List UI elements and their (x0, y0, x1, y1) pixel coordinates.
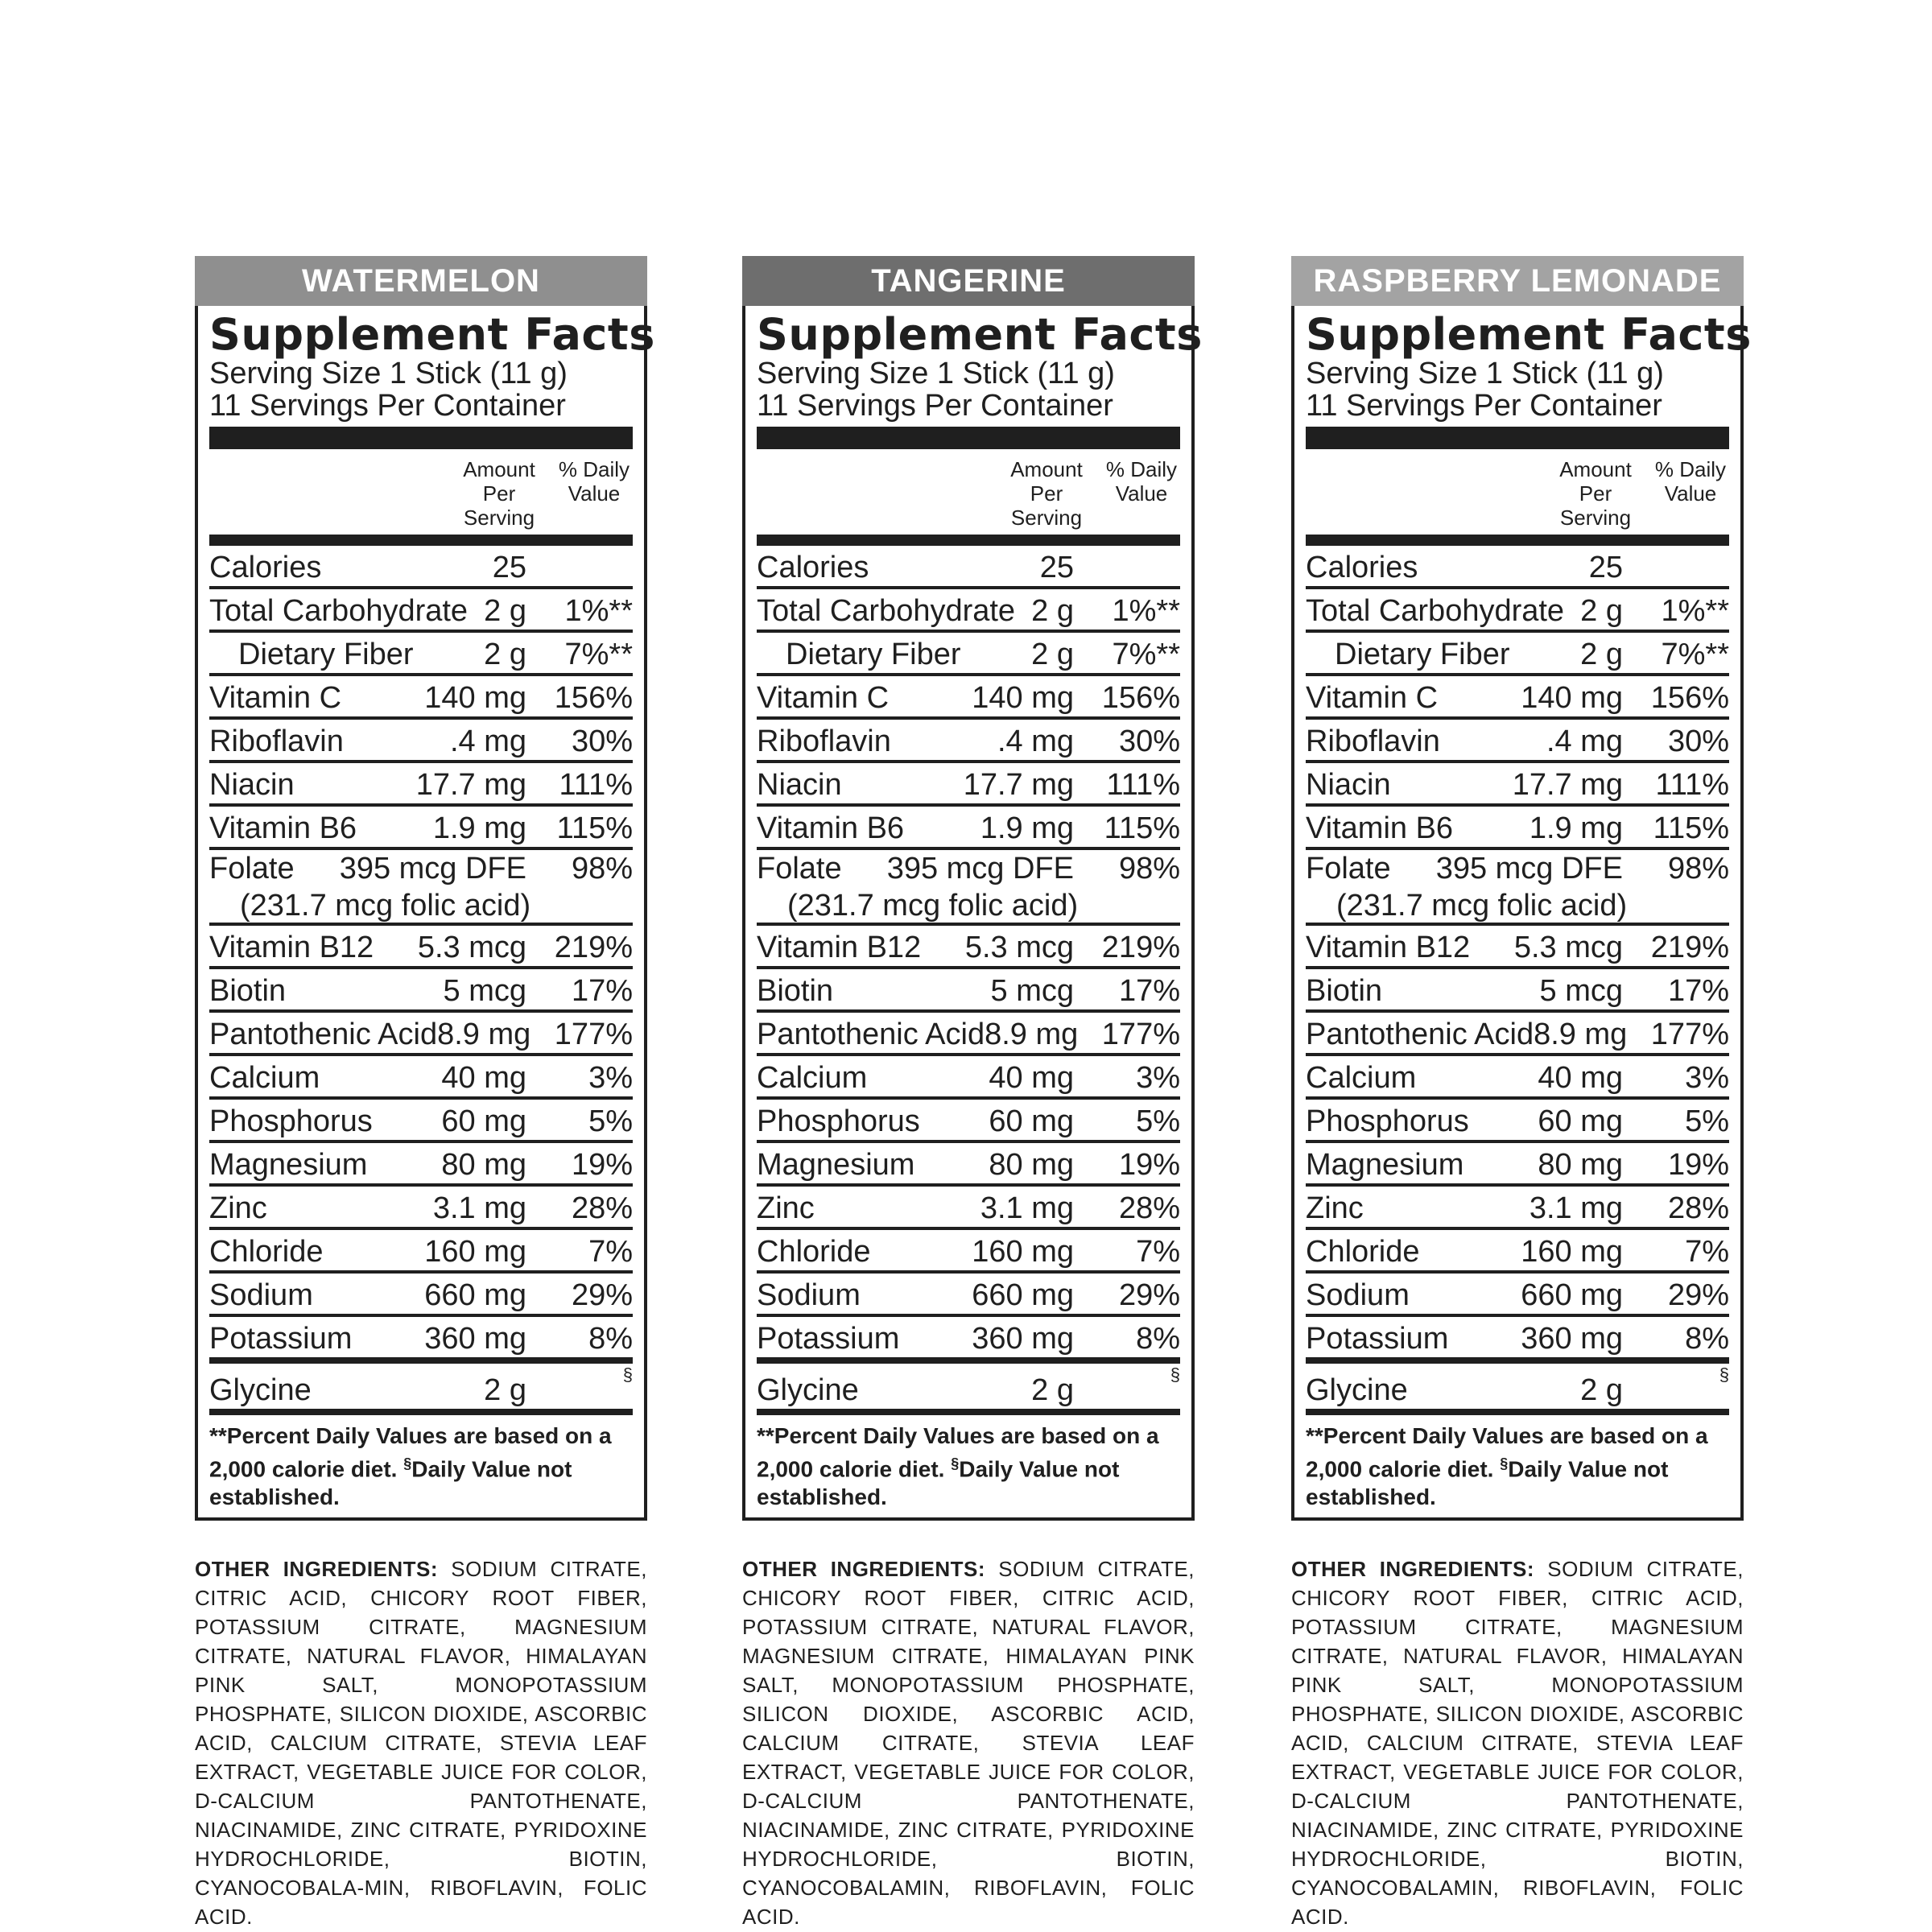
flavor-panel-watermelon (195, 256, 655, 1931)
nutrient-daily-value: 156% (1650, 681, 1729, 715)
nutrient-amount: 80 mg (1538, 1148, 1623, 1182)
footnote-symbol: § (403, 1455, 412, 1472)
nutrient-row (209, 1013, 633, 1056)
nutrient-name: Sodium (1306, 1278, 1410, 1312)
nutrient-amount: 3.1 mg (432, 1191, 526, 1225)
nutrient-row (757, 1364, 1180, 1409)
nutrient-daily-value: 28% (1118, 1191, 1180, 1225)
nutrient-daily-value: 7% (1136, 1235, 1180, 1269)
nutrient-name: Phosphorus (1306, 1104, 1469, 1138)
label-title: Supplement Facts (209, 309, 655, 360)
nutrient-daily-value: 30% (1118, 724, 1180, 758)
nutrient-amount: 360 mg (1521, 1322, 1623, 1356)
serving-size: Serving Size 1 Stick (11 g) (209, 357, 568, 390)
nutrient-amount: 25 (1039, 551, 1074, 584)
medium-divider (1306, 535, 1729, 546)
nutrient-amount: 140 mg (1521, 681, 1623, 715)
nutrient-row (757, 676, 1180, 720)
nutrient-name: Pantothenic Acid (757, 1018, 985, 1051)
nutrient-name: Phosphorus (209, 1104, 373, 1138)
nutrient-daily-value: 8% (1136, 1322, 1180, 1356)
nutrient-amount: 5 mcg (1539, 974, 1623, 1008)
nutrient-row (757, 1013, 1180, 1056)
nutrient-name: Total Carbohydrate (757, 594, 1016, 628)
nutrient-amount: 5.3 mcg (1513, 931, 1623, 964)
flavor-banner: RASPBERRY LEMONADE (1291, 256, 1744, 306)
nutrient-row (209, 807, 633, 850)
nutrient-row (757, 763, 1180, 807)
servings-per-container: 11 Servings Per Container (209, 389, 566, 423)
nutrient-name: Pantothenic Acid (209, 1018, 438, 1051)
nutrient-row (1306, 1364, 1729, 1409)
nutrient-daily-value: 7%** (564, 638, 633, 671)
nutrient-name: Dietary Fiber (1335, 638, 1510, 671)
nutrient-daily-value: 111% (559, 768, 633, 802)
flavor-banner: WATERMELON (195, 256, 647, 306)
nutrient-row (1306, 763, 1729, 807)
nutrient-name: Riboflavin (209, 724, 344, 758)
nutrient-row (209, 1056, 633, 1100)
nutrient-row (209, 850, 633, 926)
nutrient-amount: 3.1 mg (980, 1191, 1074, 1225)
nutrient-row (757, 1143, 1180, 1187)
nutrient-row (1306, 546, 1729, 589)
servings-per-container: 11 Servings Per Container (1306, 389, 1662, 423)
nutrient-name: Vitamin B12 (1306, 931, 1471, 964)
nutrient-name: Chloride (1306, 1235, 1420, 1269)
nutrient-amount: 2 g (1580, 594, 1623, 628)
nutrient-name: Calories (209, 551, 322, 584)
nutrient-daily-value: 29% (1118, 1278, 1180, 1312)
nutrient-daily-value: 5% (1685, 1104, 1729, 1138)
column-header (757, 449, 1180, 535)
nutrient-amount: 360 mg (424, 1322, 526, 1356)
other-ingredients (742, 1554, 1195, 1931)
medium-divider (757, 535, 1180, 546)
nutrient-name: Calcium (209, 1061, 320, 1095)
nutrient-rows (757, 546, 1180, 1409)
nutrient-name: Folate (209, 852, 295, 886)
nutrient-amount: 395 mcg DFE (1435, 852, 1623, 886)
nutrient-daily-value: 3% (588, 1061, 633, 1095)
nutrient-daily-value: 177% (554, 1018, 633, 1051)
nutrient-name: Folate (757, 852, 842, 886)
nutrient-amount: 395 mcg DFE (886, 852, 1074, 886)
other-ingredients-label: OTHER INGREDIENTS: (1291, 1557, 1535, 1582)
supplement-facts-label (1291, 306, 1752, 1521)
footnote-not-established: Daily Value not established. (757, 1456, 1120, 1510)
nutrient-name: Vitamin B6 (1306, 811, 1454, 845)
amount-per-serving-header: Amount Per Serving (463, 457, 535, 530)
nutrient-rows (1306, 546, 1729, 1409)
nutrient-row (1306, 1056, 1729, 1100)
thick-divider (757, 1357, 1180, 1364)
nutrient-name: Vitamin B12 (757, 931, 922, 964)
footnote-not-established: Daily Value not established. (1306, 1456, 1669, 1510)
nutrient-name: Biotin (757, 974, 834, 1008)
nutrient-row (757, 850, 1180, 926)
nutrient-daily-value: § (1719, 1364, 1729, 1385)
nutrient-name: Magnesium (757, 1148, 915, 1182)
daily-value-header: % Daily Value (558, 457, 630, 506)
nutrient-name: Dietary Fiber (786, 638, 961, 671)
footnote-symbol: § (951, 1455, 960, 1472)
nutrient-amount: 60 mg (1538, 1104, 1623, 1138)
footnote-percent-dv: **Percent Daily Values are based on a 2,000 calorie diet. (209, 1423, 612, 1482)
nutrient-name: Riboflavin (1306, 724, 1440, 758)
nutrient-row (209, 589, 633, 633)
nutrient-name: Pantothenic Acid (1306, 1018, 1534, 1051)
nutrient-amount: 1.9 mg (432, 811, 526, 845)
flavor-panel-tangerine (742, 256, 1203, 1931)
nutrient-daily-value: 7% (1685, 1235, 1729, 1269)
footnote-percent-dv: **Percent Daily Values are based on a 2,000 calorie diet. (757, 1423, 1159, 1482)
nutrient-row (1306, 1274, 1729, 1317)
nutrient-daily-value: § (622, 1364, 633, 1385)
folate-cell (209, 850, 544, 924)
nutrient-row (1306, 1100, 1729, 1143)
nutrient-daily-value: 177% (1101, 1018, 1180, 1051)
nutrient-amount: 25 (492, 551, 526, 584)
nutrient-name: Glycine (209, 1373, 312, 1407)
nutrient-amount: 5.3 mcg (417, 931, 526, 964)
footnote-not-established: Daily Value not established. (209, 1456, 572, 1510)
nutrient-row (757, 633, 1180, 676)
nutrient-amount: 140 mg (424, 681, 526, 715)
nutrient-daily-value: 219% (554, 931, 633, 964)
nutrient-daily-value: 28% (571, 1191, 633, 1225)
nutrient-daily-value: 156% (554, 681, 633, 715)
other-ingredients (1291, 1554, 1744, 1931)
nutrient-row (757, 807, 1180, 850)
nutrient-name: Chloride (757, 1235, 871, 1269)
supplement-facts-label (742, 306, 1203, 1521)
folic-acid-amount: (231.7 mcg folic acid) (1336, 889, 1628, 923)
nutrient-row (209, 926, 633, 969)
nutrient-daily-value: 30% (571, 724, 633, 758)
nutrient-amount: 5 mcg (443, 974, 526, 1008)
flavor-panel-raspberry-lemonade (1291, 256, 1752, 1931)
nutrient-row (1306, 589, 1729, 633)
nutrient-name: Calories (757, 551, 869, 584)
amount-per-serving-header: Amount Per Serving (1559, 457, 1632, 530)
nutrient-name: Niacin (757, 768, 842, 802)
nutrient-row (1306, 926, 1729, 969)
nutrient-row (757, 1187, 1180, 1230)
nutrient-name: Potassium (1306, 1322, 1449, 1356)
nutrient-row (1306, 676, 1729, 720)
serving-size: Serving Size 1 Stick (11 g) (757, 357, 1115, 390)
nutrient-name: Sodium (757, 1278, 861, 1312)
daily-value-header: % Daily Value (1654, 457, 1727, 506)
nutrient-row (1306, 1143, 1729, 1187)
nutrient-daily-value: 1%** (1661, 594, 1729, 628)
nutrient-row (209, 1187, 633, 1230)
other-ingredients-text: SODIUM CITRATE, CITRIC ACID, CHICORY ROOT FIBER, POTASSIUM CITRATE, MAGNESIUM CITRATE, NATURAL FLAVOR, HIMALAYAN PINK SALT, MONOPOTASSIUM PHOSPHATE, SILICON DIOXIDE, ASCORBIC ACID, CALCIUM CITRATE, STEVIA LEAF EXTRACT, VEGETABLE JUICE FOR COLOR, D-CALCIUM PANTOTHENATE, NIACINAMIDE, ZINC CITRATE, PYRIDOXINE HYDROCHLORIDE, BIOTIN, CYANOCOBALA-MIN, RIBOFLAVIN, FOLIC ACID. (195, 1557, 647, 1930)
nutrient-row (209, 633, 633, 676)
nutrient-amount: 660 mg (1521, 1278, 1623, 1312)
nutrient-amount: 60 mg (441, 1104, 526, 1138)
nutrient-amount: 395 mcg DFE (339, 852, 526, 886)
nutrient-name: Sodium (209, 1278, 313, 1312)
nutrient-row (209, 1317, 633, 1357)
supplement-facts-label (195, 306, 655, 1521)
nutrient-daily-value: 17% (1118, 974, 1180, 1008)
nutrient-amount: 2 g (1031, 594, 1074, 628)
nutrient-row (757, 1100, 1180, 1143)
nutrient-name: Calcium (1306, 1061, 1417, 1095)
nutrient-name: Zinc (757, 1191, 815, 1225)
nutrient-name: Vitamin C (1306, 681, 1439, 715)
nutrient-amount: 160 mg (972, 1235, 1074, 1269)
nutrient-amount: 160 mg (424, 1235, 526, 1269)
nutrient-row (209, 1274, 633, 1317)
footnote (1306, 1409, 1729, 1511)
nutrient-amount: 1.9 mg (980, 811, 1074, 845)
nutrient-row (1306, 807, 1729, 850)
nutrient-row (209, 1230, 633, 1274)
nutrient-daily-value: 29% (571, 1278, 633, 1312)
nutrient-daily-value: 29% (1667, 1278, 1729, 1312)
nutrient-name: Niacin (209, 768, 295, 802)
nutrient-daily-value: 1%** (564, 594, 633, 628)
medium-divider (209, 535, 633, 546)
other-ingredients-text: SODIUM CITRATE, CHICORY ROOT FIBER, CITRIC ACID, POTASSIUM CITRATE, MAGNESIUM CITRATE, NATURAL FLAVOR, HIMALAYAN PINK SALT, MONOPOTASSIUM PHOSPHATE, SILICON DIOXIDE, ASCORBIC ACID, CALCIUM CITRATE, STEVIA LEAF EXTRACT, VEGETABLE JUICE FOR COLOR, D-CALCIUM PANTOTHENATE, NIACINAMIDE, ZINC CITRATE, PYRIDOXINE HYDROCHLORIDE, BIOTIN, CYANOCOBALAMIN, RIBOFLAVIN, FOLIC ACID. (1291, 1557, 1744, 1930)
nutrient-name: Magnesium (1306, 1148, 1464, 1182)
footnote-symbol: § (1500, 1455, 1509, 1472)
nutrient-row (1306, 1187, 1729, 1230)
nutrient-amount: 80 mg (989, 1148, 1074, 1182)
thick-divider (209, 427, 633, 449)
nutrient-daily-value: 3% (1685, 1061, 1729, 1095)
nutrient-amount: .4 mg (1546, 724, 1623, 758)
nutrient-name: Biotin (1306, 974, 1383, 1008)
nutrient-row (1306, 1230, 1729, 1274)
other-ingredients-text: SODIUM CITRATE, CHICORY ROOT FIBER, CITRIC ACID, POTASSIUM CITRATE, NATURAL FLAVOR, MAGNESIUM CITRATE, HIMALAYAN PINK SALT, MONOPOTASSIUM PHOSPHATE, SILICON DIOXIDE, ASCORBIC ACID, CALCIUM CITRATE, STEVIA LEAF EXTRACT, VEGETABLE JUICE FOR COLOR, D-CALCIUM PANTOTHENATE, NIACINAMIDE, ZINC CITRATE, PYRIDOXINE HYDROCHLORIDE, BIOTIN, CYANOCOBALAMIN, RIBOFLAVIN, FOLIC ACID. (742, 1557, 1195, 1930)
nutrient-rows (209, 546, 633, 1409)
nutrient-name: Total Carbohydrate (1306, 594, 1565, 628)
nutrient-amount: 8.9 mg (985, 1018, 1079, 1051)
nutrient-row (757, 926, 1180, 969)
nutrient-name: Biotin (209, 974, 287, 1008)
nutrient-daily-value: 30% (1667, 724, 1729, 758)
folic-acid-amount: (231.7 mcg folic acid) (240, 889, 531, 923)
nutrient-daily-value: 5% (1136, 1104, 1180, 1138)
nutrient-daily-value: 19% (1667, 1148, 1729, 1182)
nutrient-amount: 2 g (1580, 1373, 1623, 1407)
nutrient-amount: 2 g (484, 1373, 526, 1407)
nutrient-amount: 660 mg (972, 1278, 1074, 1312)
nutrient-name: Vitamin B6 (757, 811, 905, 845)
nutrient-name: Calories (1306, 551, 1418, 584)
nutrient-name: Zinc (1306, 1191, 1364, 1225)
nutrient-daily-value: 19% (571, 1148, 633, 1182)
nutrient-amount: 160 mg (1521, 1235, 1623, 1269)
nutrient-daily-value: 156% (1101, 681, 1180, 715)
nutrient-row (1306, 720, 1729, 763)
nutrient-name: Folate (1306, 852, 1391, 886)
nutrient-name: Vitamin C (209, 681, 342, 715)
nutrient-daily-value: 17% (1667, 974, 1729, 1008)
daily-value-header: % Daily Value (1105, 457, 1178, 506)
nutrient-row (1306, 633, 1729, 676)
thick-divider (209, 1357, 633, 1364)
nutrient-daily-value: 111% (1655, 768, 1729, 802)
nutrient-name: Dietary Fiber (238, 638, 414, 671)
footnote (209, 1409, 633, 1511)
label-title: Supplement Facts (757, 309, 1203, 360)
label-title: Supplement Facts (1306, 309, 1752, 360)
nutrient-daily-value: 5% (588, 1104, 633, 1138)
nutrient-name: Calcium (757, 1061, 868, 1095)
nutrient-daily-value: 98% (1118, 852, 1180, 886)
nutrient-daily-value: 115% (556, 811, 633, 845)
nutrient-amount: 360 mg (972, 1322, 1074, 1356)
serving-size: Serving Size 1 Stick (11 g) (1306, 357, 1664, 390)
nutrient-amount: 2 g (1031, 638, 1074, 671)
nutrient-row (209, 1143, 633, 1187)
nutrient-daily-value: § (1170, 1364, 1180, 1385)
nutrient-row (209, 763, 633, 807)
nutrient-amount: 8.9 mg (437, 1018, 531, 1051)
nutrient-row (757, 589, 1180, 633)
nutrient-daily-value: 7%** (1661, 638, 1729, 671)
nutrient-row (757, 1274, 1180, 1317)
column-header (209, 449, 633, 535)
nutrient-amount: 80 mg (441, 1148, 526, 1182)
folate-cell (1306, 850, 1641, 924)
nutrient-daily-value: 1%** (1112, 594, 1180, 628)
nutrient-daily-value: 7% (588, 1235, 633, 1269)
nutrient-row (1306, 969, 1729, 1013)
nutrient-name: Vitamin B12 (209, 931, 374, 964)
servings-per-container: 11 Servings Per Container (757, 389, 1113, 423)
nutrient-row (757, 1230, 1180, 1274)
nutrient-daily-value: 219% (1650, 931, 1729, 964)
nutrient-name: Vitamin B6 (209, 811, 357, 845)
nutrient-daily-value: 219% (1101, 931, 1180, 964)
nutrient-daily-value: 98% (571, 852, 633, 886)
nutrient-row (209, 1100, 633, 1143)
nutrient-row (1306, 1013, 1729, 1056)
nutrient-amount: 5.3 mcg (964, 931, 1074, 964)
nutrient-daily-value: 28% (1667, 1191, 1729, 1225)
nutrient-name: Niacin (1306, 768, 1391, 802)
nutrient-daily-value: 115% (1104, 811, 1180, 845)
nutrient-amount: 2 g (1031, 1373, 1074, 1407)
nutrient-name: Chloride (209, 1235, 324, 1269)
nutrient-name: Glycine (757, 1373, 859, 1407)
nutrient-row (757, 546, 1180, 589)
nutrient-row (209, 546, 633, 589)
nutrient-name: Glycine (1306, 1373, 1408, 1407)
nutrient-name: Phosphorus (757, 1104, 920, 1138)
other-ingredients-label: OTHER INGREDIENTS: (195, 1557, 439, 1582)
nutrient-daily-value: 8% (1685, 1322, 1729, 1356)
nutrient-row (757, 969, 1180, 1013)
nutrient-amount: 1.9 mg (1529, 811, 1623, 845)
nutrient-amount: 17.7 mg (415, 768, 526, 802)
nutrient-daily-value: 17% (571, 974, 633, 1008)
nutrient-amount: 140 mg (972, 681, 1074, 715)
nutrient-row (1306, 1317, 1729, 1357)
amount-per-serving-header: Amount Per Serving (1010, 457, 1083, 530)
nutrient-amount: 40 mg (441, 1061, 526, 1095)
nutrient-amount: 8.9 mg (1534, 1018, 1628, 1051)
nutrient-name: Total Carbohydrate (209, 594, 469, 628)
nutrient-name: Zinc (209, 1191, 267, 1225)
nutrient-name: Riboflavin (757, 724, 891, 758)
column-header (1306, 449, 1729, 535)
nutrient-daily-value: 19% (1118, 1148, 1180, 1182)
footnote (757, 1409, 1180, 1511)
thick-divider (757, 427, 1180, 449)
nutrient-amount: 5 mcg (990, 974, 1074, 1008)
nutrient-row (757, 1056, 1180, 1100)
nutrient-amount: 17.7 mg (963, 768, 1074, 802)
nutrient-amount: 60 mg (989, 1104, 1074, 1138)
nutrient-daily-value: 111% (1106, 768, 1180, 802)
nutrient-daily-value: 8% (588, 1322, 633, 1356)
other-ingredients (195, 1554, 647, 1931)
folate-cell (757, 850, 1092, 924)
nutrient-name: Potassium (757, 1322, 900, 1356)
nutrient-name: Vitamin C (757, 681, 890, 715)
nutrient-daily-value: 115% (1653, 811, 1729, 845)
nutrient-row (757, 720, 1180, 763)
nutrient-name: Potassium (209, 1322, 353, 1356)
nutrient-amount: 2 g (484, 638, 526, 671)
nutrient-row (209, 676, 633, 720)
nutrient-daily-value: 98% (1667, 852, 1729, 886)
nutrient-daily-value: 7%** (1112, 638, 1180, 671)
nutrient-amount: 2 g (484, 594, 526, 628)
nutrient-amount: .4 mg (449, 724, 526, 758)
flavor-banner: TANGERINE (742, 256, 1195, 306)
nutrient-row (757, 1317, 1180, 1357)
thick-divider (1306, 1357, 1729, 1364)
nutrient-name: Magnesium (209, 1148, 368, 1182)
nutrient-amount: .4 mg (997, 724, 1074, 758)
thick-divider (1306, 427, 1729, 449)
nutrient-daily-value: 3% (1136, 1061, 1180, 1095)
nutrient-row (209, 969, 633, 1013)
other-ingredients-label: OTHER INGREDIENTS: (742, 1557, 986, 1582)
nutrient-amount: 2 g (1580, 638, 1623, 671)
footnote-percent-dv: **Percent Daily Values are based on a 2,000 calorie diet. (1306, 1423, 1708, 1482)
folic-acid-amount: (231.7 mcg folic acid) (787, 889, 1079, 923)
nutrient-amount: 3.1 mg (1529, 1191, 1623, 1225)
nutrient-row (209, 720, 633, 763)
nutrient-amount: 660 mg (424, 1278, 526, 1312)
nutrient-amount: 40 mg (989, 1061, 1074, 1095)
nutrient-daily-value: 177% (1650, 1018, 1729, 1051)
nutrient-amount: 25 (1588, 551, 1623, 584)
nutrient-amount: 17.7 mg (1512, 768, 1623, 802)
nutrient-row (1306, 850, 1729, 926)
nutrient-row (209, 1364, 633, 1409)
nutrient-amount: 40 mg (1538, 1061, 1623, 1095)
